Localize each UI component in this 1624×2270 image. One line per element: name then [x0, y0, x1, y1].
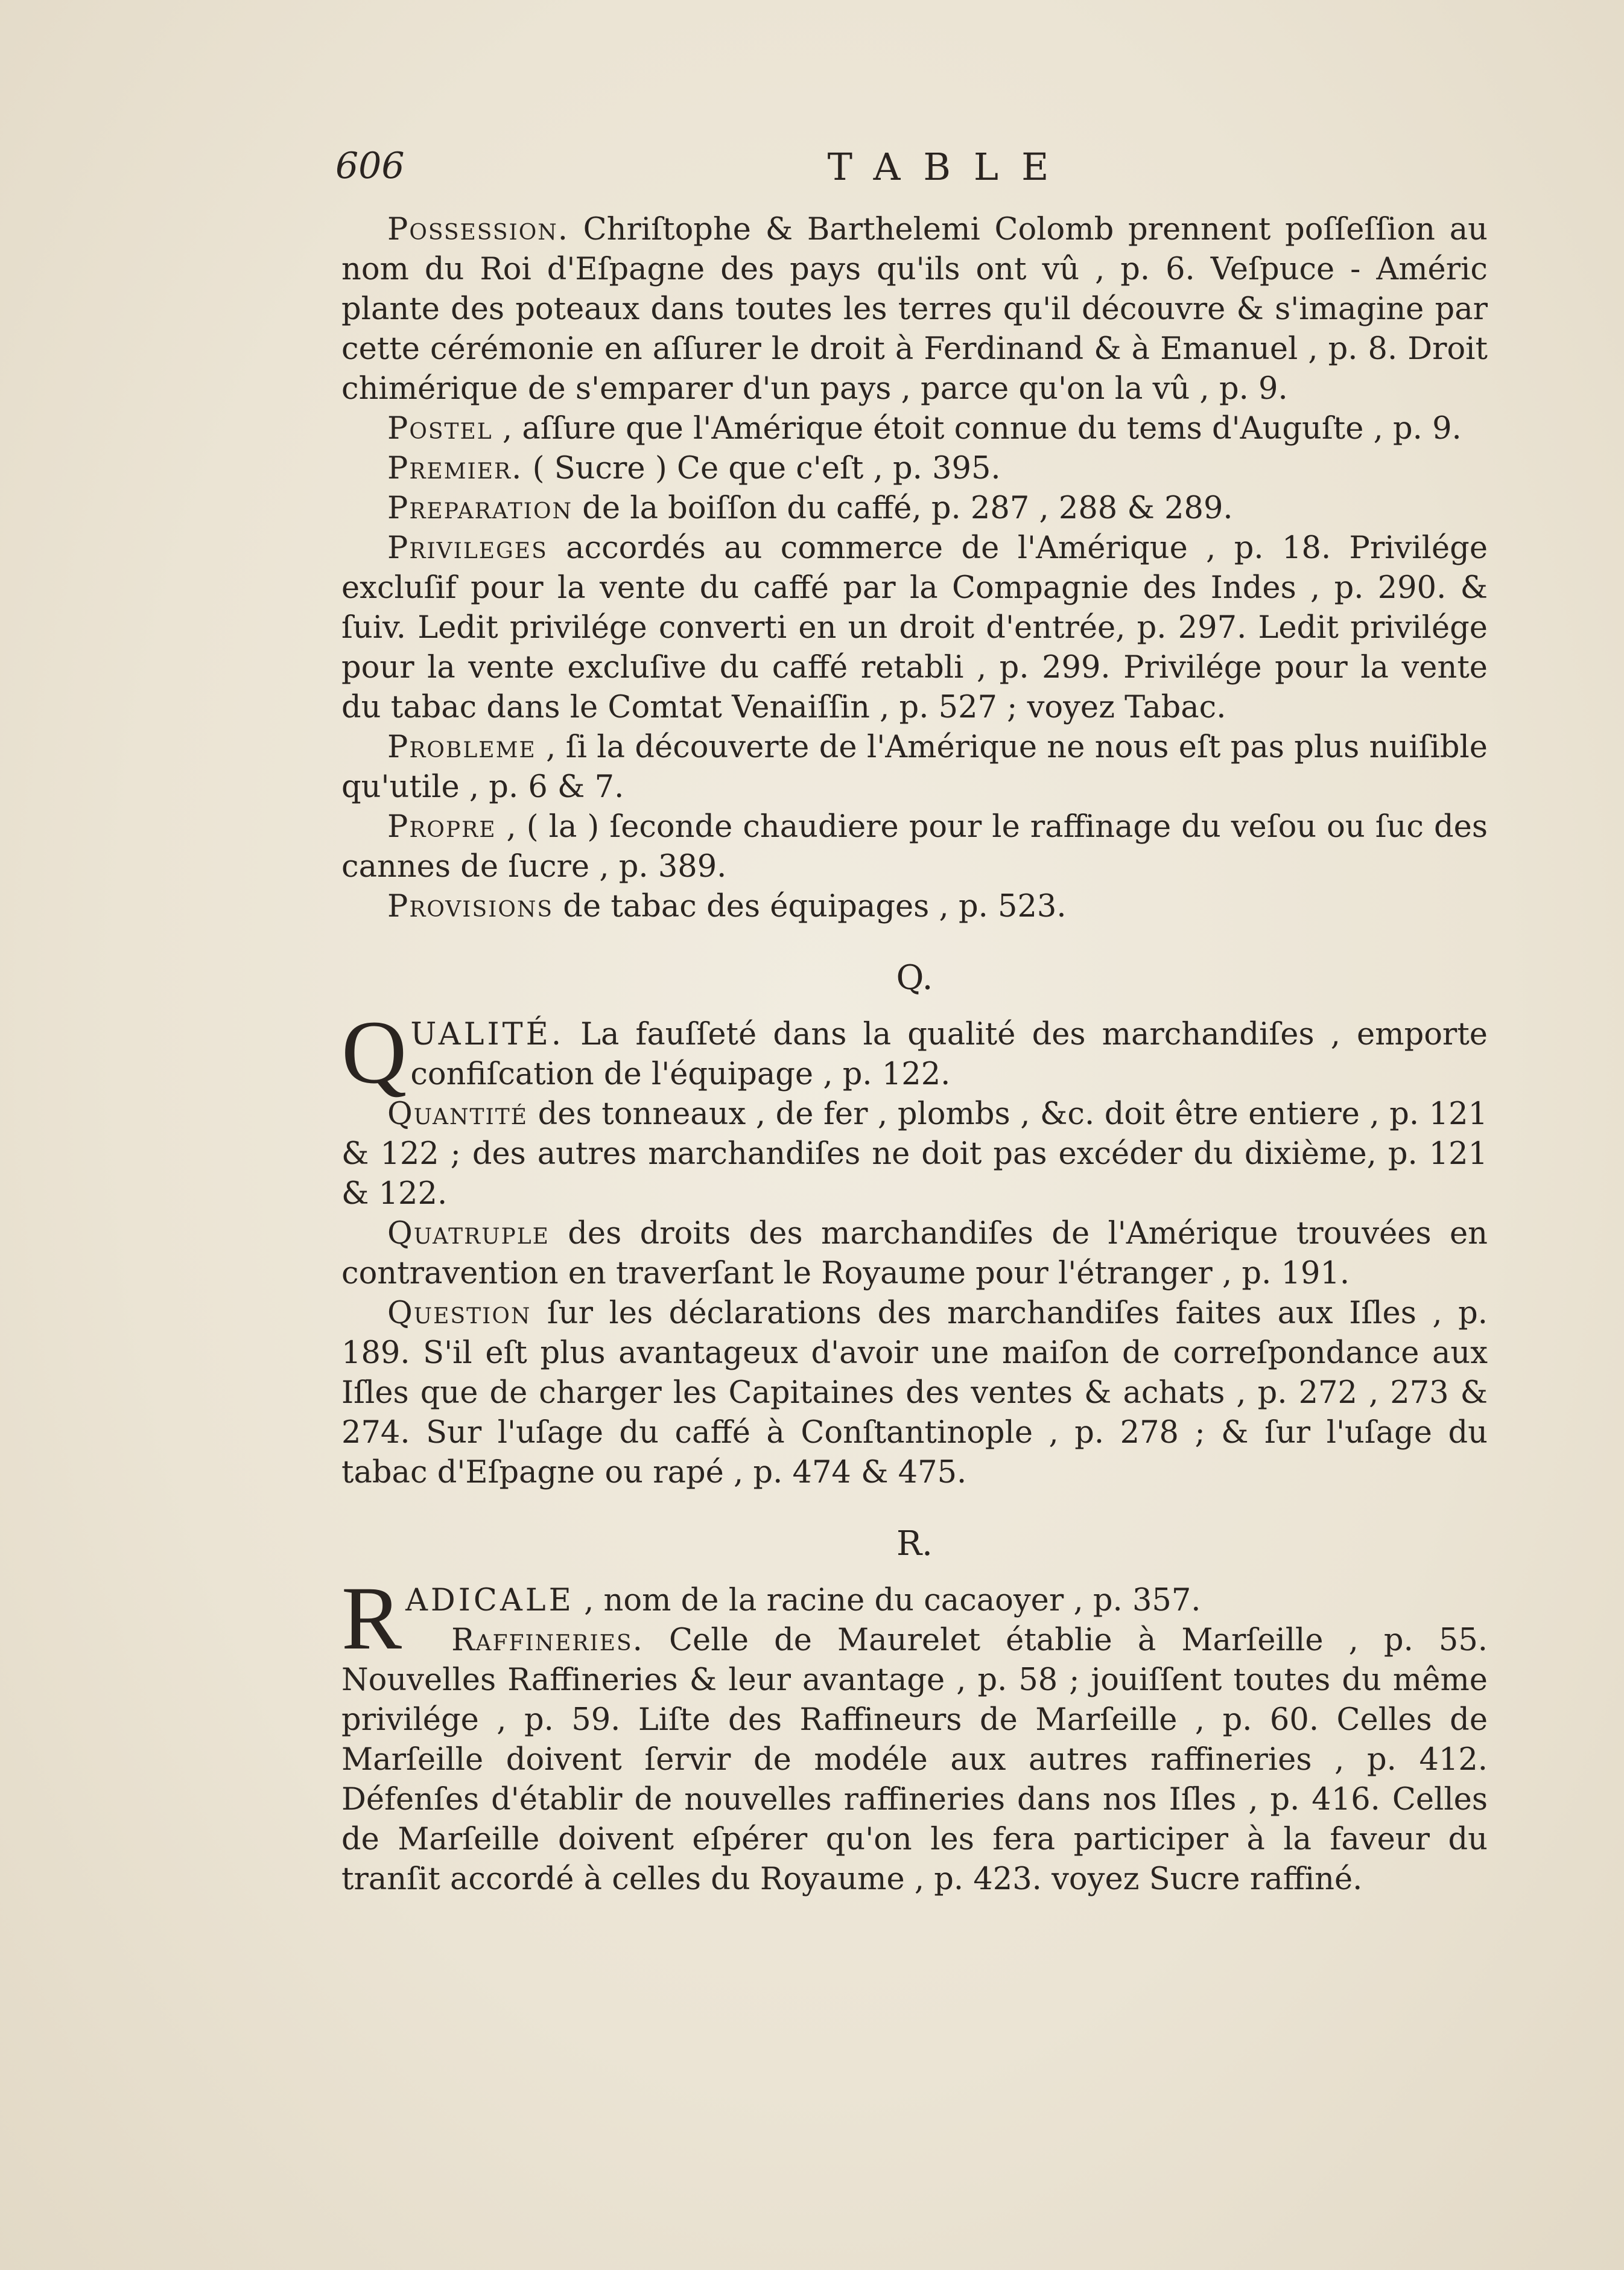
- entry-text: Celle de Maurelet établie à Marſeille , p. 55. Nouvelles Raffineries & leur avantage , p. 58 ; jouiſſent toutes du même privilége , p. 59. Liſte des Raffineurs de Marſeille , p. 60. Celles de Marſeille doivent ſervir de modéle aux autres raffineries , p. 412. Défenſes d'établir de nouvelles raffineries dans nos Iſles , p. 416. Celles de Marſeille doivent eſpérer qu'on les fera participer à la faveur du tranſit accordé à celles du Royaume , p. 423. voyez Sucre raffiné.: [341, 1623, 1488, 1897]
- entry-head: Question: [387, 1296, 531, 1331]
- entry-text: , aſſure que l'Amérique étoit connue du tems d'Auguſte , p. 9.: [492, 411, 1462, 447]
- entry-head: Preparation: [387, 491, 573, 526]
- index-entry: [341, 1294, 1488, 1493]
- drop-cap-q: Q: [341, 1002, 407, 1102]
- entry-head: Quantité: [387, 1096, 528, 1132]
- index-entry: [341, 1214, 1488, 1294]
- index-entry-dropcap: [341, 1002, 1488, 1102]
- entry-text: , ( la ) ſeconde chaudiere pour le raffinage du veſou ou ſuc des cannes de ſucre , p. 389.: [341, 809, 1488, 885]
- entry-text: des droits des marchandiſes de l'Amérique trouvées en contravention en traverſant le Royaume pour l'étranger , p. 191.: [341, 1216, 1488, 1291]
- index-entry: [341, 887, 1488, 927]
- section-heading-q: Q.: [896, 958, 933, 997]
- index-entry: [341, 529, 1488, 728]
- entry-text: accordés au commerce de l'Amérique , p. 18. Privilége excluſif pour la vente du caffé par la Compagnie des Indes , p. 290. & ſuiv. Ledit privilége converti en un droit d'entrée, p. 297. Ledit privilége pour la vente excluſive du caffé retabli , p. 299. Privilége pour la vente du tabac dans le Comtat Venaiſſin , p. 527 ; voyez Tabac.: [341, 530, 1488, 725]
- index-entry: [341, 409, 1488, 449]
- index-entry: [341, 807, 1488, 887]
- entry-head: Quatruple: [387, 1216, 550, 1251]
- entry-head: UALITÉ.: [410, 1017, 565, 1052]
- entry-head: Propre: [387, 809, 496, 845]
- entry-head: Postel: [387, 411, 493, 447]
- entry-head: ADICALE: [405, 1583, 574, 1618]
- entry-head: Premier.: [387, 451, 523, 486]
- entry-text: des tonneaux , de fer , plombs , &c. doit être entiere , p. 121 & 122 ; des autres marchandiſes ne doit pas excéder du dixième, p. 121 & 122.: [341, 1096, 1488, 1212]
- entry-head: Privileges: [387, 530, 548, 566]
- entry-text: de tabac des équipages , p. 523.: [553, 889, 1067, 924]
- running-title: TABLE: [827, 145, 1072, 189]
- drop-cap-r: R: [341, 1568, 402, 1668]
- entry-text: ( Sucre ) Ce que c'eſt , p. 395.: [522, 451, 1001, 486]
- index-text: [341, 210, 1488, 1900]
- index-entry: [341, 728, 1488, 807]
- index-entry: [341, 1621, 1488, 1900]
- entry-text: Chriſtophe & Barthelemi Colomb prennent poſſeſſion au nom du Roi d'Eſpagne des pays qu'ils ont vû , p. 6. Veſpuce - Améric plante des poteaux dans toutes les terres qu'il découvre & s'imagine par cette cérémonie en aſſurer le droit à Ferdinand & à Emanuel , p. 8. Droit chimérique de s'emparer d'un pays , parce qu'on la vû , p. 9.: [341, 212, 1488, 407]
- entry-head: Raffineries.: [451, 1623, 644, 1658]
- index-entry: [341, 489, 1488, 529]
- entry-text: , ſi la découverte de l'Amérique ne nous eſt pas plus nuiſible qu'utile , p. 6 & 7.: [341, 730, 1488, 805]
- entry-head: Probleme: [387, 730, 536, 765]
- index-entry: [341, 1095, 1488, 1214]
- page-number: 606: [335, 145, 405, 187]
- entry-head: Provisions: [387, 889, 554, 924]
- index-entry: [341, 210, 1488, 409]
- index-entry: [341, 449, 1488, 489]
- entry-head: Possession.: [387, 212, 569, 247]
- page-header: [335, 145, 1518, 199]
- entry-text: ſur les déclarations des marchandiſes faites aux Iſles , p. 189. S'il eſt plus avantageux d'avoir une maiſon de correſpondance aux Iſles que de charger les Capitaines des ventes & achats , p. 272 , 273 & 274. Sur l'uſage du caffé à Conſtantinople , p. 278 ; & ſur l'uſage du tabac d'Eſpagne ou rapé , p. 474 & 475.: [341, 1296, 1488, 1490]
- section-heading-r: R.: [896, 1524, 933, 1563]
- entry-text: La fauſſeté dans la qualité des marchandiſes , emporte confiſcation de l'équipage , p. 122.: [410, 1017, 1488, 1092]
- entry-text: , nom de la racine du cacaoyer , p. 357.: [574, 1583, 1201, 1618]
- entry-text: de la boiſſon du caffé, p. 287 , 288 & 289.: [573, 491, 1233, 526]
